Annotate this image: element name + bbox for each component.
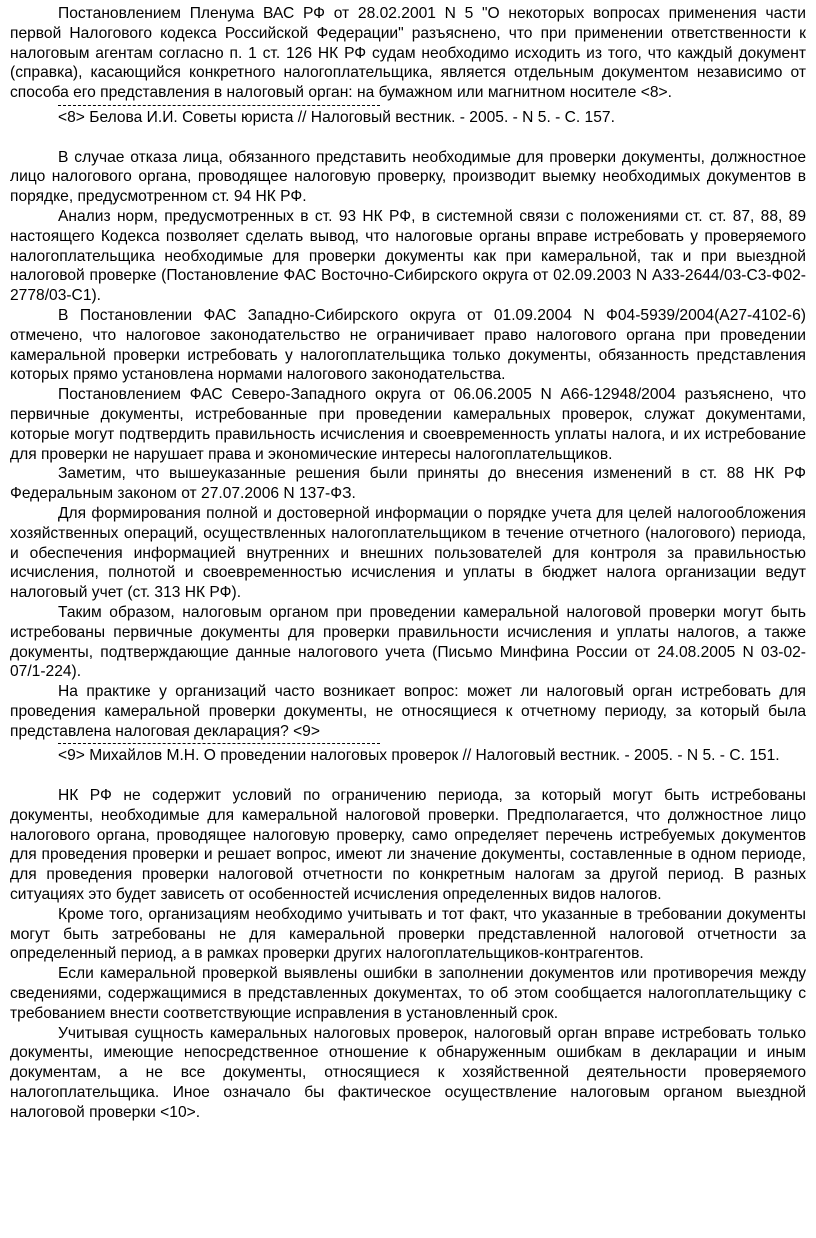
paragraph-essence: Учитывая сущность камеральных налоговых проверок, налоговый орган вправе истребовать только документы, имеющие непосредственное отношение к обнаруженным ошибкам в декларации и иным документам, а не все документы, относящиеся к хозяйственной деятельности проверяемого налогоплательщика. Иное означало бы фактическое осуществление налоговым органом выездной налоговой проверки <10>. — [10, 1024, 806, 1121]
footnote-separator — [58, 105, 380, 106]
paragraph-plenum-resolution: Постановлением Пленума ВАС РФ от 28.02.2001 N 5 "О некоторых вопросах применения части первой Налогового кодекса Российской Федерации" разъяснено, что при применении ответственности к налоговым агентам согласно п. 1 ст. 126 НК РФ судам необходимо исходить из того, что каждый документ (справка), касающийся конкретного налогоплательщика, является отдельным документом независимо от способа его представления в налоговый орган: на бумажном или магнитном носителе <8>. — [10, 5, 806, 102]
spacer — [10, 766, 806, 786]
paragraph-counterparties: Кроме того, организациям необходимо учитывать и тот факт, что указанные в требовании документы могут быть затребованы не для камеральной проверки представленной налоговой отчетности за определенный период, а в рамках проверки других налогоплательщиков-контрагентов. — [10, 905, 806, 963]
paragraph-conclusion: Таким образом, налоговым органом при проведении камеральной налоговой проверки могут быть истребованы первичные документы для проверки правильности исчисления и уплаты налогов, а также документы, подтверждающие данные налогового учета (Письмо Минфина России от 24.08.2005 N 03-02-07/1-224). — [10, 603, 806, 681]
spacer — [10, 128, 806, 148]
paragraph-refusal: В случае отказа лица, обязанного представить необходимые для проверки документы, должностное лицо налогового органа, проводящее налоговую проверку, производит выемку необходимых документов в порядке, предусмотренном ст. 94 НК РФ. — [10, 148, 806, 206]
paragraph-period: НК РФ не содержит условий по ограничению периода, за который могут быть истребованы документы, необходимые для камеральной налоговой проверки. Предполагается, что должностное лицо налогового органа, проводящее налоговую проверку, само определяет перечень истребуемых документов для проведения проверки и решает вопрос, имеют ли значение документы, составленные в одном периоде, для проведения проверки налоговой отчетности по конкретным налогам за другой период. В разных ситуациях это будет зависеть от особенностей исчисления определенных видов налогов. — [10, 787, 806, 904]
paragraph-tax-accounting: Для формирования полной и достоверной информации о порядке учета для целей налогообложения хозяйственных операций, осуществленных налогоплательщиком в течение отчетного (налогового) периода, и обеспечения информацией внутренних и внешних пользователей для контроля за правильностью исчисления, полнотой и своевременностью исчисления и уплаты в бюджет налога организации ведут налоговый учет (ст. 313 НК РФ). — [10, 504, 806, 602]
footnote-8: <8> Белова И.И. Советы юриста // Налоговый вестник. - 2005. - N 5. - С. 157. — [58, 108, 615, 126]
paragraph-north-west: Постановлением ФАС Северо-Западного округа от 06.06.2005 N А66-12948/2004 разъяснено, что первичные документы, истребованные при проведении камеральных проверок, служат документами, которые могут подтвердить правильность исчисления и своевременность уплаты налога, и их истребование для проверки не нарушает права и экономические интересы налогоплательщиков. — [10, 386, 806, 463]
document-page — [10, 4, 806, 1123]
paragraph-practice-question: На практике у организаций часто возникает вопрос: может ли налоговый орган истребовать для проведения камеральной проверки документы, не относящиеся к отчетному периоду, за который была представлена налоговая декларация? <9> — [10, 683, 806, 740]
paragraph-analysis: Анализ норм, предусмотренных в ст. 93 НК РФ, в системной связи с положениями ст. ст. 87, 88, 89 настоящего Кодекса позволяет сделать вывод, что налоговые органы вправе истребовать у проверяемого налогоплательщика необходимые для проверки документы как при камеральной, так и при выездной налоговой проверке (Постановление ФАС Восточно-Сибирского округа от 02.09.2003 N А33-2644/03-С3-Ф02-2778/03-С1). — [10, 207, 806, 305]
paragraph-note: Заметим, что вышеуказанные решения были приняты до внесения изменений в ст. 88 НК РФ Федеральным законом от 27.07.2006 N 137-ФЗ. — [10, 465, 806, 503]
footnote-9: <9> Михайлов М.Н. О проведении налоговых проверок // Налоговый вестник. - 2005. - N 5. - С. 151. — [58, 747, 780, 765]
footnote-separator — [58, 743, 380, 744]
paragraph-errors: Если камеральной проверкой выявлены ошибки в заполнении документов или противоречия между сведениями, содержащимися в представленных документах, то об этом сообщается налогоплательщику с требованием внести соответствующие исправления в установленный срок. — [10, 965, 806, 1022]
paragraph-west-siberian: В Постановлении ФАС Западно-Сибирского округа от 01.09.2004 N Ф04-5939/2004(А27-4102-6) отмечено, что налоговое законодательство не ограничивает право налогового органа при проведении камеральной проверки истребовать у налогоплательщика только документы, обязанность представления которых прямо установлена нормами налогового законодательства. — [10, 306, 806, 384]
